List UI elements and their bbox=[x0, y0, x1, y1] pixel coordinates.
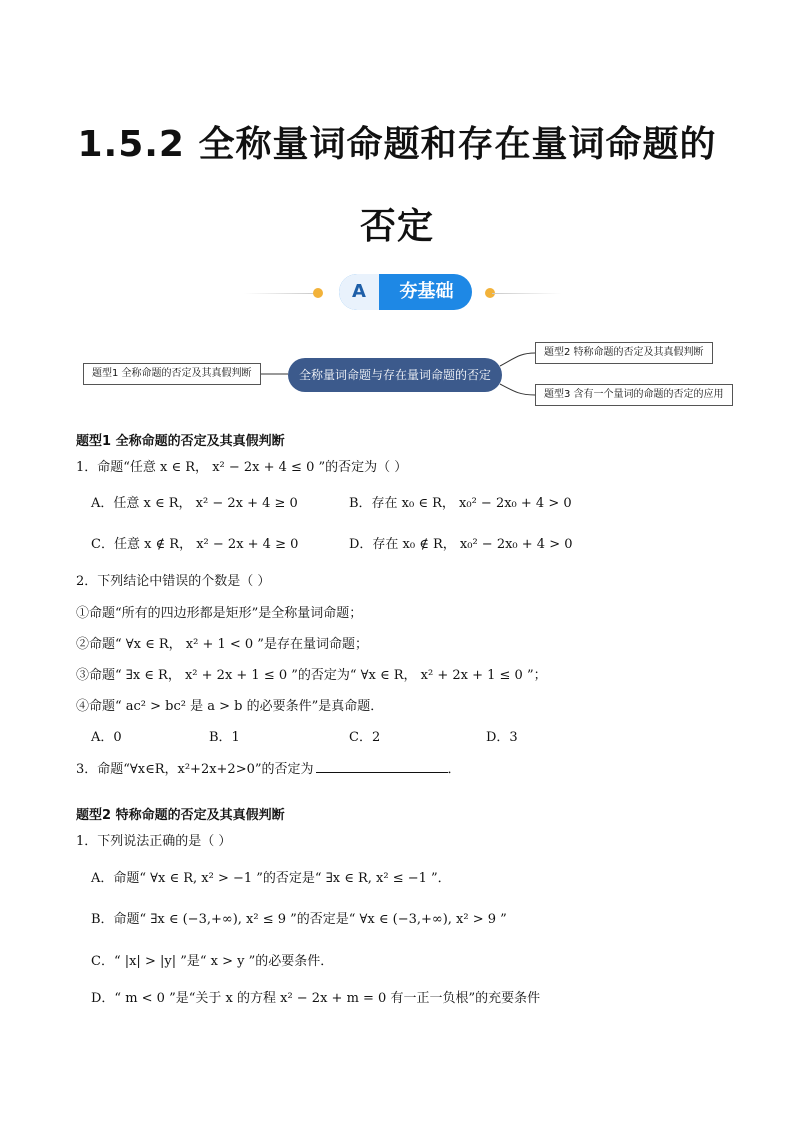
mindmap-node-type2: 题型2 特称命题的否定及其真假判断 bbox=[535, 342, 713, 364]
s1-q2-statement-2: ②命题“ ∀x ∈ R， x² + 1 < 0 ”是存在量词命题； bbox=[76, 637, 368, 652]
s1-q2-option-a: A．0 bbox=[91, 730, 122, 745]
s2-q1-option-c: C．“ |x| > |y| ”是“ x > y ”的必要条件． bbox=[91, 954, 334, 969]
s1-q1-stem: 1．命题“任意 x ∈ R， x² − 2x + 4 ≤ 0 ”的否定为（ ） bbox=[76, 460, 408, 475]
s1-q2-option-b: B．1 bbox=[209, 730, 240, 745]
badge-text: 夯基础 bbox=[399, 281, 454, 302]
s1-q2-option-d: D．3 bbox=[486, 730, 518, 745]
badge-dot-left bbox=[313, 288, 323, 298]
s1-q2-statement-3: ③命题“ ∃x ∈ R， x² + 2x + 1 ≤ 0 ”的否定为“ ∀x ∈ R， x² + 2x + 1 ≤ 0 ”； bbox=[76, 668, 547, 683]
section1-heading: 题型1 全称命题的否定及其真假判断 bbox=[76, 434, 285, 449]
page-title-line1: 1.5.2 全称量词命题和存在量词命题的 bbox=[77, 124, 717, 165]
section2-heading: 题型2 特称命题的否定及其真假判断 bbox=[76, 808, 285, 823]
badge-divider-right bbox=[492, 293, 562, 294]
s1-q2-statement-4: ④命题“ ac² > bc² 是 a > b 的必要条件”是真命题． bbox=[76, 699, 384, 714]
s1-q3-end: ． bbox=[447, 762, 461, 777]
s1-q2-stem: 2．下列结论中错误的个数是（ ） bbox=[76, 574, 271, 589]
s1-q3-answer-blank[interactable] bbox=[316, 760, 448, 773]
s1-q1-option-c: C．任意 x ∉ R， x² − 2x + 4 ≥ 0 bbox=[91, 537, 299, 552]
s1-q1-option-a: A．任意 x ∈ R， x² − 2x + 4 ≥ 0 bbox=[91, 496, 298, 511]
s2-q1-stem: 1．下列说法正确的是（ ） bbox=[76, 834, 232, 849]
badge-divider-left bbox=[244, 293, 316, 294]
s1-q1-option-b: B．存在 x₀ ∈ R， x₀² − 2x₀ + 4 > 0 bbox=[349, 496, 572, 511]
section-badge bbox=[339, 274, 472, 310]
s1-q3-stem: 3．命题“∀x∈R，x²+2x+2>0”的否定为 bbox=[76, 762, 314, 777]
s1-q1-option-d: D．存在 x₀ ∉ R， x₀² − 2x₀ + 4 > 0 bbox=[349, 537, 573, 552]
mindmap-node-type1: 题型1 全称命题的否定及其真假判断 bbox=[83, 363, 261, 385]
page-title-line2: 否定 bbox=[359, 206, 434, 247]
badge-letter: A bbox=[339, 274, 379, 310]
mindmap-node-type3: 题型3 含有一个量词的命题的否定的应用 bbox=[535, 384, 733, 406]
s1-q2-statement-1: ①命题“所有的四边形都是矩形”是全称量词命题； bbox=[76, 606, 363, 621]
s1-q3 bbox=[76, 758, 461, 777]
s2-q1-option-b: B．命题“ ∃x ∈ (−3,+∞), x² ≤ 9 ”的否定是“ ∀x ∈ (−3,+∞), x² > 9 ” bbox=[91, 912, 507, 927]
s2-q1-option-a: A．命题“ ∀x ∈ R, x² > −1 ”的否定是“ ∃x ∈ R, x² ≤ −1 ”． bbox=[91, 871, 451, 886]
s2-q1-option-d: D．“ m < 0 ”是“关于 x 的方程 x² − 2x + m = 0 有一正一负根”的充要条件 bbox=[91, 991, 541, 1006]
mindmap-center-node: 全称量词命题与存在量词命题的否定 bbox=[288, 358, 502, 392]
s1-q2-option-c: C．2 bbox=[349, 730, 381, 745]
